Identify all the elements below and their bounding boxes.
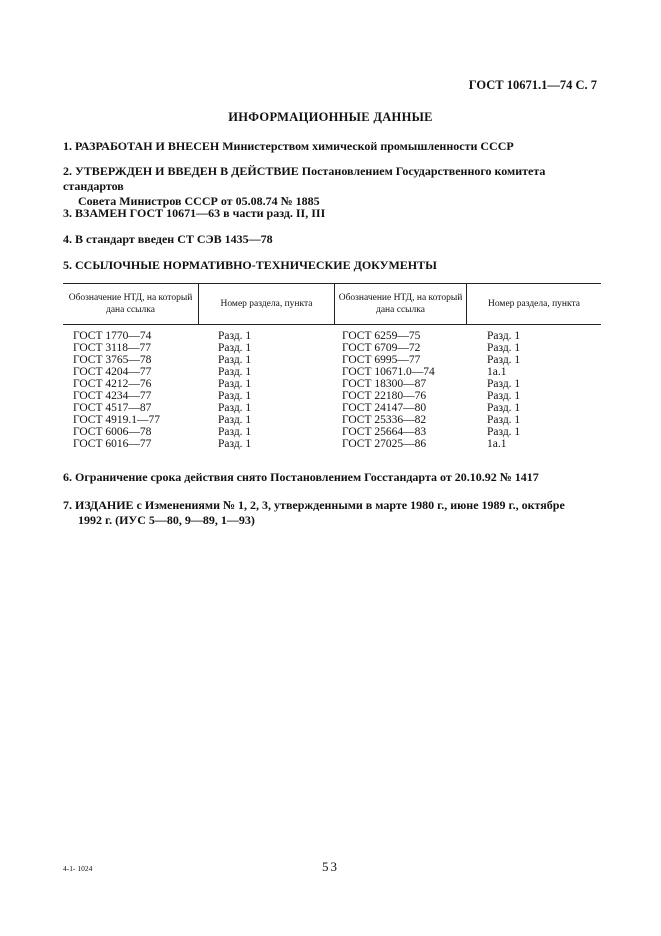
table-cell: Разд. 1: [218, 330, 252, 342]
item-7: [63, 498, 601, 528]
left-docs-column: [63, 330, 218, 450]
item-4: 4. В стандарт введен СТ СЭВ 1435—78: [63, 232, 273, 246]
table-header: [63, 283, 601, 325]
table-cell: Разд. 1: [218, 390, 252, 403]
table-cell: ГОСТ 4234—77: [73, 390, 152, 403]
table-cell: 1а.1: [487, 438, 507, 451]
table-cell: Разд. 1: [218, 354, 252, 367]
table-cell: Разд. 1: [487, 414, 521, 427]
table-cell: ГОСТ 6016—77: [73, 438, 152, 451]
table-header-ref-1: Номер раздела, пункта: [199, 284, 335, 324]
table-cell: ГОСТ 25664—83: [342, 426, 427, 439]
item-2: [63, 164, 601, 209]
table-header-doc-2: Обозначение НТД, на который дана ссылка: [335, 284, 467, 324]
item-6: 6. Ограничение срока действия снято Постановлением Госстандарта от 20.10.92 № 1417: [63, 470, 539, 484]
table-cell: Разд. 1: [487, 330, 521, 342]
table-cell: ГОСТ 4204—77: [73, 366, 152, 379]
table-cell: ГОСТ 6995—77: [342, 354, 421, 367]
table-cell: Разд. 1: [487, 354, 521, 367]
table-header-ref-2: Номер раздела, пункта: [488, 299, 580, 309]
table-cell: Разд. 1: [218, 402, 252, 415]
item-2-line-1: 2. УТВЕРЖДЕН И ВВЕДЕН В ДЕЙСТВИЕ Постановлением Государственного комитета стандартов: [63, 164, 546, 193]
item-3: 3. ВЗАМЕН ГОСТ 10671—63 в части разд. II, III: [63, 206, 326, 220]
table-cell: ГОСТ 3118—77: [73, 342, 151, 355]
table-cell: ГОСТ 22180—76: [342, 390, 427, 403]
page-number: 53: [322, 859, 339, 874]
item-2-line-2: Совета Министров СССР от 05.08.74 № 1885: [78, 194, 320, 208]
right-refs-column: [487, 330, 601, 450]
table-cell: 1а.1: [487, 366, 507, 379]
table-cell: ГОСТ 10671.0—74: [342, 366, 435, 379]
table-cell: ГОСТ 18300—87: [342, 378, 427, 391]
table-cell: Разд. 1: [487, 402, 521, 415]
table-header-doc-1: Обозначение НТД, на который дана ссылка: [63, 284, 199, 324]
right-docs-column: [335, 330, 487, 450]
table-cell: Разд. 1: [487, 390, 521, 403]
table-cell: ГОСТ 27025—86: [342, 438, 427, 451]
table-cell: Разд. 1: [487, 342, 521, 355]
item-7-line-1: 7. ИЗДАНИЕ с Изменениями № 1, 2, 3, утвержденными в марте 1980 г., июне 1989 г., октябре: [63, 498, 565, 512]
table-cell: ГОСТ 6709—72: [342, 342, 421, 355]
item-5: 5. ССЫЛОЧНЫЕ НОРМАТИВНО-ТЕХНИЧЕСКИЕ ДОКУМЕНТЫ: [63, 258, 437, 272]
table-cell: Разд. 1: [218, 366, 252, 379]
table-cell: Разд. 1: [218, 414, 252, 427]
table-cell: ГОСТ 4212—76: [73, 378, 152, 391]
document-header-code: ГОСТ 10671.1—74 С. 7: [468, 78, 597, 92]
table-cell: ГОСТ 6259—75: [342, 330, 421, 342]
table-cell: Разд. 1: [218, 378, 252, 391]
table-cell: Разд. 1: [218, 342, 252, 355]
table-cell: Разд. 1: [487, 426, 521, 439]
left-refs-column: [218, 330, 335, 450]
table-cell: Разд. 1: [487, 378, 521, 391]
table-cell: ГОСТ 1770—74: [73, 330, 152, 342]
table-cell: Разд. 1: [218, 426, 252, 439]
table-body: [63, 325, 601, 450]
table-cell: ГОСТ 24147—80: [342, 402, 427, 415]
table-cell: ГОСТ 4919.1—77: [73, 414, 161, 427]
reference-table: [63, 283, 601, 450]
table-cell: ГОСТ 25336—82: [342, 414, 427, 427]
page-title: ИНФОРМАЦИОННЫЕ ДАННЫЕ: [228, 110, 433, 124]
item-7-line-2: 1992 г. (ИУС 5—80, 9—89, 1—93): [78, 513, 255, 527]
item-1: 1. РАЗРАБОТАН И ВНЕСЕН Министерством химической промышленности СССР: [63, 139, 514, 153]
table-cell: ГОСТ 3765—78: [73, 354, 152, 367]
table-cell: ГОСТ 4517—87: [73, 402, 152, 415]
footer-code: 4-1- 1024: [63, 864, 93, 873]
table-cell: ГОСТ 6006—78: [73, 426, 152, 439]
table-cell: Разд. 1: [218, 438, 252, 451]
